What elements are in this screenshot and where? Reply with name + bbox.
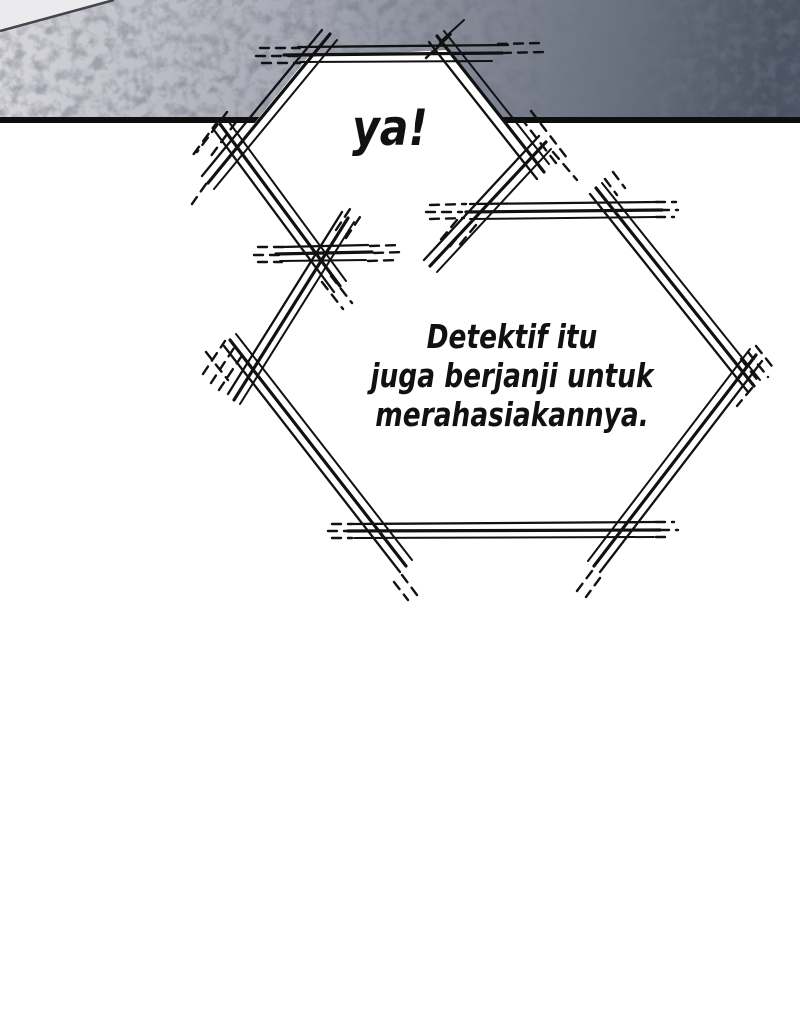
- speech-line-3: merahasiakannya.: [375, 395, 649, 434]
- speech-line-1: Detektif itu: [426, 317, 598, 356]
- speech-bubble-text: [352, 317, 672, 434]
- speech-line-2: juga berjanji untuk: [370, 356, 654, 395]
- shout-bubble-text: ya!: [352, 99, 428, 157]
